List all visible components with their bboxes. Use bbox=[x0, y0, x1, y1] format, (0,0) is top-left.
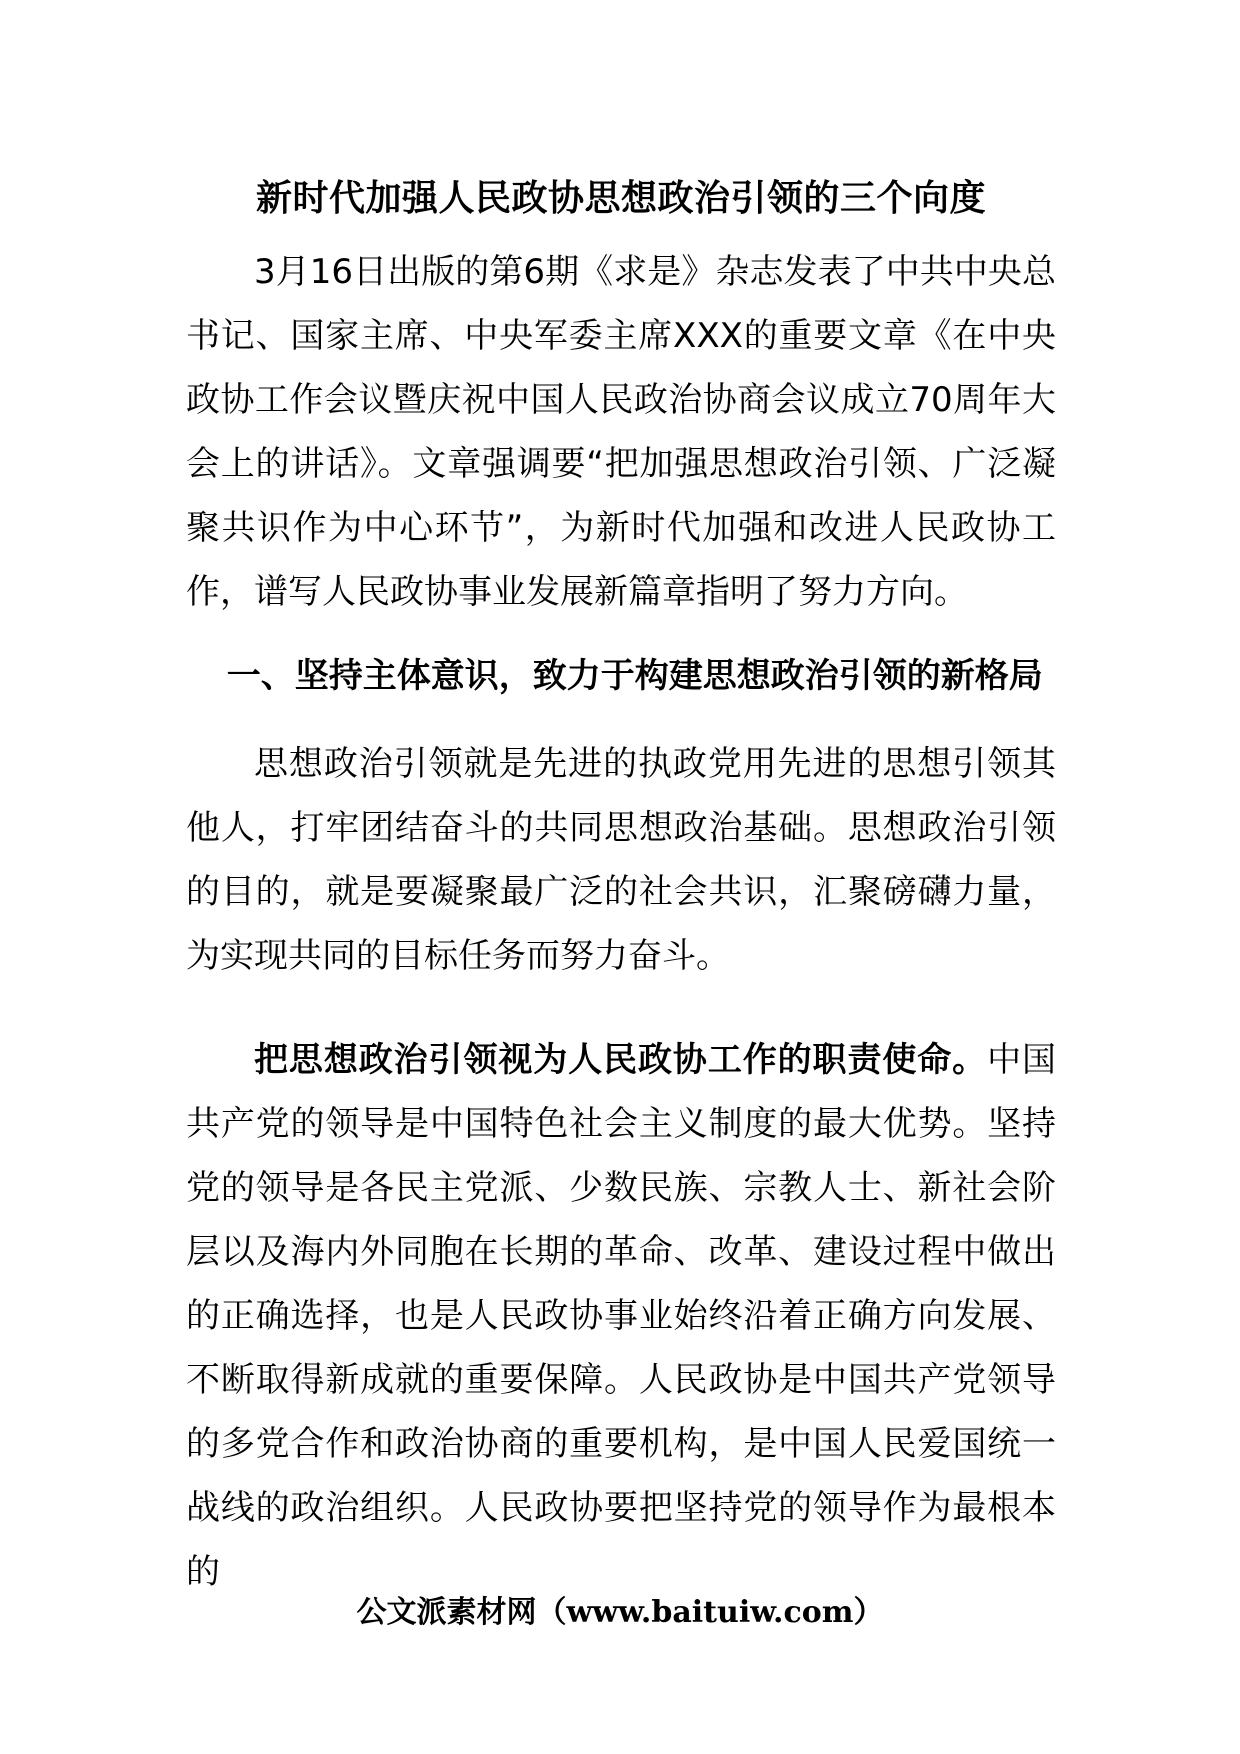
paragraph-spacer bbox=[186, 988, 1056, 1028]
section-1-paragraph: 思想政治引领就是先进的执政党用先进的思想引领其他人，打牢团结奋斗的共同思想政治基础。思想政治引领的目的，就是要凝聚最广泛的社会共识，汇聚磅礴力量，为实现共同的目标任务而努力奋斗。 bbox=[186, 744, 1056, 976]
footer-watermark: 公文派素材网（www.baituiw.com） bbox=[356, 1595, 884, 1630]
point-body-text: 中国共产党的领导是中国特色社会主义制度的最大优势。坚持党的领导是各民主党派、少数民族、宗教人士、新社会阶层以及海内外同胞在长期的革命、改革、建设过程中做出的正确选择，也是人民政协事业始终沿着正确方向发展、不断取得新成就的重要保障。人民政协是中国共产党领导的多党合作和政治协商的重要机构，是中国人民爱国统一战线的政治组织。人民政协要把坚持党的领导作为最根本的 bbox=[186, 1040, 1057, 1592]
section-heading-1: 一、坚持主体意识，致力于构建思想政治引领的新格局 bbox=[226, 656, 1043, 696]
document-title: 新时代加强人民政协思想政治引领的三个向度 bbox=[255, 178, 986, 219]
point-lead-sentence: 把思想政治引领视为人民政协工作的职责使命。 bbox=[254, 1040, 988, 1080]
intro-paragraph: 3月16日出版的第6期《求是》杂志发表了中共中央总书记、国家主席、中央军委主席XXX的重要文章《在中央政协工作会议暨庆祝中国人民政治协商会议成立70周年大会上的讲话》。文章强调要“把加强思想政治引领、广泛凝聚共识作为中心环节”，为新时代加强和改进人民政协工作，谱写人民政协事业发展新篇章指明了努力方向。 bbox=[186, 252, 1056, 612]
section-1-point-paragraph bbox=[186, 1028, 1056, 1604]
document-body bbox=[186, 164, 1056, 1604]
